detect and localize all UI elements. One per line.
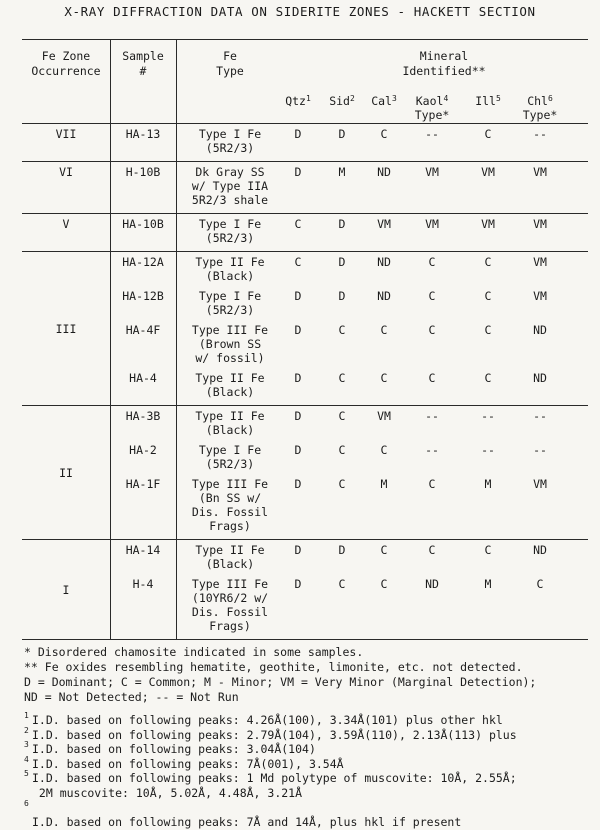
mineral-value: D (338, 217, 346, 231)
mineral-value: C (338, 409, 346, 423)
mineral-value: C (338, 577, 346, 591)
table-top-rule (22, 39, 588, 40)
mineral-value: VM (533, 289, 547, 303)
mineral-value: C (484, 289, 492, 303)
sample-header: # (139, 64, 147, 78)
mineral-value: M (484, 577, 492, 591)
footnote-number: 5 (24, 769, 29, 779)
mineral-value: VM (425, 217, 439, 231)
mineral-col-label: Ill (475, 94, 496, 108)
fe-type-line: Type III Fe (191, 477, 269, 491)
sample-id: H-10B (125, 165, 161, 179)
fe-type-line: Dis. Fossil (191, 605, 269, 619)
fe-type-line: Type III Fe (191, 323, 269, 337)
mineral-value: -- (481, 409, 495, 423)
mineral-value: ND (533, 371, 547, 385)
footnote-line (24, 798, 32, 816)
zone-header: Fe Zone (41, 49, 91, 63)
mineral-value: C (294, 255, 302, 269)
mineral-value: C (428, 289, 436, 303)
footnote-number: 6 (24, 798, 29, 808)
mineral-value: D (294, 409, 302, 423)
mineral-col-label: Kaol (415, 94, 444, 108)
sample-header: Sample (122, 49, 164, 63)
footnote-text: I.D. based on following peaks: 2.79Å(104), 3.59Å(110), 2.13Å(113) plus (32, 727, 517, 742)
footnote-text: I.D. based on following peaks: 3.04Å(104) (32, 742, 316, 757)
mineral-value: D (294, 289, 302, 303)
sample-id: HA-4F (125, 323, 161, 337)
mineral-value: VM (533, 217, 547, 231)
mineral-value: C (484, 371, 492, 385)
zone-label: V (62, 217, 70, 231)
mineral-value: C (484, 127, 492, 141)
mineral-value: D (338, 543, 346, 557)
zone-label: II (59, 466, 73, 480)
mineral-value: -- (533, 127, 547, 141)
mineral-value: C (484, 323, 492, 337)
fe-type-line: (Black) (205, 557, 255, 571)
mineral-col-label: Qtz (285, 94, 306, 108)
fe-type-line: Dis. Fossil (191, 505, 269, 519)
mineral-value: ND (377, 165, 391, 179)
fe-type-line: w/ fossil) (195, 351, 265, 365)
footnote-text: I.D. based on following peaks: 1 Md polytype of muscovite: 10Å, 2.55Å; (32, 771, 517, 786)
column-divider (110, 39, 111, 639)
note-line: D = Dominant; C = Common; M - Minor; VM = Very Minor (Marginal Detection); (24, 675, 537, 689)
zone-rule (22, 539, 588, 540)
footnote-text: I.D. based on following peaks: 4.26Å(100), 3.34Å(101) plus other hkl (32, 713, 503, 727)
mineral-value: C (428, 255, 436, 269)
sample-id: H-4 (132, 577, 154, 591)
sample-id: HA-12B (122, 289, 164, 303)
fe-type-line: Frags) (209, 619, 251, 633)
mineral-value: M (338, 165, 346, 179)
zone-rule (22, 639, 588, 640)
mineral-value: D (338, 289, 346, 303)
mineral-value: -- (533, 409, 547, 423)
mineral-value: C (428, 371, 436, 385)
fe-type-line: (10YR6/2 w/ (191, 591, 269, 605)
fe-type-line: (5R2/3) (205, 303, 255, 317)
sample-id: HA-2 (129, 443, 157, 457)
zone-label: I (62, 583, 70, 597)
mineral-value: C (380, 323, 388, 337)
fe-type-line: (Black) (205, 385, 255, 399)
zone-header: Occurrence (31, 64, 101, 78)
mineral-value: D (294, 577, 302, 591)
mineral-value: VM (533, 477, 547, 491)
footnote-line (24, 815, 461, 830)
footnote-marker: 4 (443, 94, 449, 103)
mineral-value: C (338, 371, 346, 385)
fe-type-line: (Black) (205, 423, 255, 437)
fe-type-line: (5R2/3) (205, 457, 255, 471)
mineral-value: C (428, 543, 436, 557)
column-divider (176, 39, 177, 639)
mineral-value: D (294, 543, 302, 557)
fe-type-line: Type I Fe (198, 127, 262, 141)
mineral-col-header (406, 94, 458, 108)
footnote-marker: 3 (391, 94, 397, 103)
fe-type-line: Type I Fe (198, 289, 262, 303)
mineral-value: C (380, 127, 388, 141)
fe-type-line: (Black) (205, 269, 255, 283)
mineral-header: Mineral (419, 49, 469, 63)
mineral-header: Identified** (402, 64, 486, 78)
mineral-value: M (484, 477, 492, 491)
mineral-col-label: Cal (371, 94, 392, 108)
fe-type-line: (Brown SS (198, 337, 262, 351)
mineral-value: -- (425, 409, 439, 423)
footnote-marker: 2 (349, 94, 355, 103)
fe-type-line: Type I Fe (198, 443, 262, 457)
footnote-line (24, 742, 316, 757)
footnote-marker: 6 (547, 94, 553, 103)
zone-rule (22, 161, 588, 162)
mineral-col-subheader: Type* (522, 108, 558, 122)
mineral-value: -- (425, 127, 439, 141)
zone-rule (22, 405, 588, 406)
mineral-value: ND (377, 289, 391, 303)
mineral-value: C (428, 323, 436, 337)
mineral-value: C (338, 323, 346, 337)
footnote-text: I.D. based on following peaks: 7Å and 14Å, plus hkl if present (32, 815, 462, 830)
mineral-value: VM (425, 165, 439, 179)
footnote-number: 3 (24, 740, 29, 750)
mineral-value: C (380, 543, 388, 557)
footnote-text: I.D. based on following peaks: 7Å(001), 3.54Å (32, 756, 344, 771)
mineral-col-header (462, 94, 514, 108)
fe-type-line: (Bn SS w/ (198, 491, 262, 505)
zone-rule (22, 213, 588, 214)
mineral-value: VM (533, 165, 547, 179)
note-line: ** Fe oxides resembling hematite, geothite, limonite, etc. not detected. (24, 660, 523, 674)
fe-type-line: Type II Fe (195, 409, 265, 423)
mineral-value: ND (533, 543, 547, 557)
footnote-number: 1 (24, 711, 29, 720)
mineral-value: VM (481, 217, 495, 231)
mineral-value: M (380, 477, 388, 491)
sample-id: HA-1F (125, 477, 161, 491)
footnote-line (24, 771, 517, 786)
footnote-number: 4 (24, 754, 29, 764)
zone-rule (22, 251, 588, 252)
mineral-col-header (358, 94, 410, 108)
mineral-value: D (294, 477, 302, 491)
mineral-value: C (338, 443, 346, 457)
mineral-value: D (294, 371, 302, 385)
zone-label: VI (59, 165, 73, 179)
fe-type-line: Frags) (209, 519, 251, 533)
fe-type-line: Type I Fe (198, 217, 262, 231)
mineral-value: C (294, 217, 302, 231)
mineral-value: ND (425, 577, 439, 591)
note-line: ND = Not Detected; -- = Not Run (24, 690, 239, 704)
footnote-line (24, 713, 503, 728)
sample-id: HA-13 (125, 127, 161, 141)
mineral-value: ND (533, 323, 547, 337)
sample-id: HA-3B (125, 409, 161, 423)
mineral-value: VM (481, 165, 495, 179)
note-line: * Disordered chamosite indicated in some samples. (24, 645, 364, 659)
sample-id: HA-12A (122, 255, 164, 269)
footnote-text: 2M muscovite: 10Å, 5.02Å, 4.48Å, 3.21Å (32, 786, 303, 800)
footnote-marker: 5 (495, 94, 501, 103)
footnote-line (24, 786, 302, 801)
sample-id: HA-10B (122, 217, 164, 231)
mineral-value: D (294, 165, 302, 179)
footnote-number: 2 (24, 725, 29, 735)
mineral-value: -- (533, 443, 547, 457)
mineral-value: D (294, 443, 302, 457)
type-header: Type (216, 64, 244, 78)
fe-type-line: w/ Type IIA (191, 179, 269, 193)
mineral-value: C (484, 255, 492, 269)
mineral-value: D (294, 323, 302, 337)
mineral-col-header (514, 94, 566, 108)
fe-type-line: (5R2/3) (205, 141, 255, 155)
fe-type-line: Type II Fe (195, 255, 265, 269)
page-title: X-RAY DIFFRACTION DATA ON SIDERITE ZONES - HACKETT SECTION (64, 4, 536, 19)
footnote-line (24, 725, 517, 743)
mineral-value: C (338, 477, 346, 491)
mineral-value: C (380, 371, 388, 385)
mineral-value: -- (425, 443, 439, 457)
sample-id: HA-4 (129, 371, 157, 385)
fe-type-line: Type II Fe (195, 543, 265, 557)
fe-type-line: Type III Fe (191, 577, 269, 591)
mineral-value: C (428, 477, 436, 491)
footnote-marker: 1 (305, 94, 311, 103)
zone-label: III (55, 322, 77, 336)
type-header: Fe (223, 49, 237, 63)
mineral-value: C (536, 577, 544, 591)
mineral-col-subheader: Type* (414, 108, 450, 122)
mineral-value: C (380, 577, 388, 591)
mineral-value: C (484, 543, 492, 557)
mineral-col-label: Chl (527, 94, 548, 108)
fe-type-line: Dk Gray SS (195, 165, 265, 179)
footnote-line (24, 754, 344, 772)
mineral-value: -- (481, 443, 495, 457)
mineral-value: C (380, 443, 388, 457)
mineral-value: D (338, 255, 346, 269)
fe-type-line: Type II Fe (195, 371, 265, 385)
zone-label: VII (55, 127, 77, 141)
mineral-value: VM (533, 255, 547, 269)
mineral-value: VM (377, 409, 391, 423)
mineral-value: D (338, 127, 346, 141)
fe-type-line: 5R2/3 shale (191, 193, 269, 207)
fe-type-line: (5R2/3) (205, 231, 255, 245)
mineral-value: ND (377, 255, 391, 269)
sample-id: HA-14 (125, 543, 161, 557)
header-rule (22, 123, 588, 124)
mineral-value: VM (377, 217, 391, 231)
mineral-value: D (294, 127, 302, 141)
mineral-col-label: Sid (329, 94, 350, 108)
